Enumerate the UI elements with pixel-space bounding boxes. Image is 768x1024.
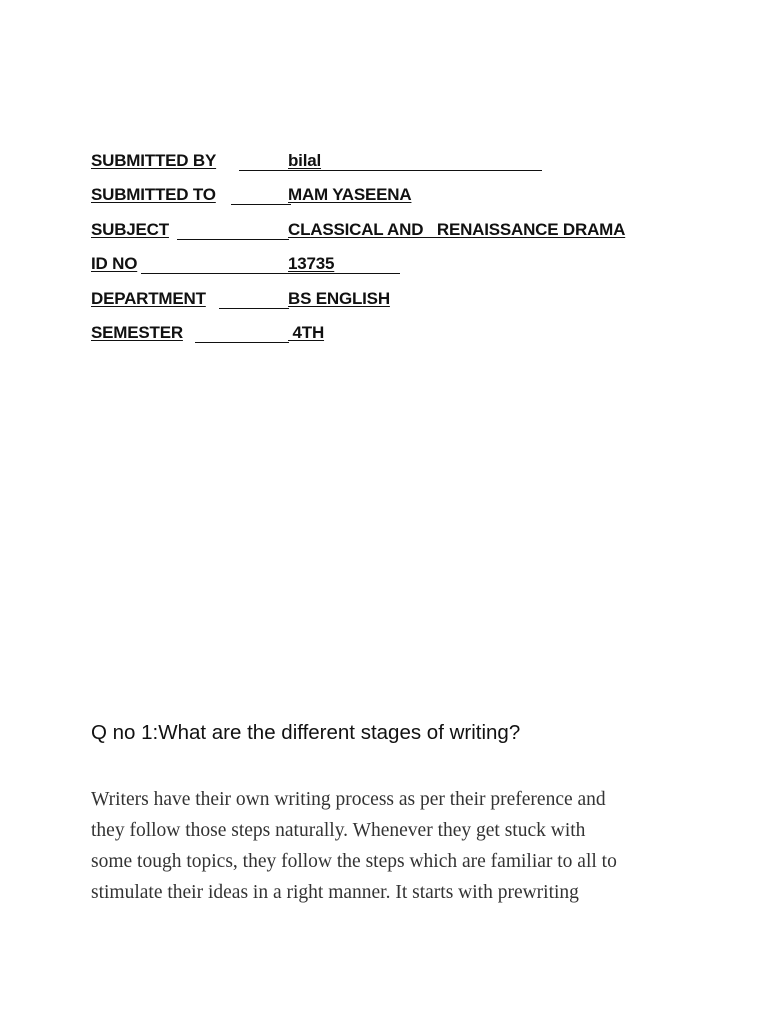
department-row bbox=[91, 288, 691, 322]
answer-line: they follow those steps naturally. Whenever they get stuck with bbox=[91, 820, 586, 841]
submitted-by-label: SUBMITTED BY bbox=[91, 151, 217, 170]
department-value: BS ENGLISH bbox=[288, 288, 390, 308]
submitted-by-value: bilal bbox=[288, 151, 322, 170]
subject-label: SUBJECT bbox=[91, 219, 169, 239]
semester-underline bbox=[195, 342, 289, 343]
id-no-row bbox=[91, 253, 691, 287]
subject-underline bbox=[177, 239, 289, 240]
submitted-to-row bbox=[91, 184, 691, 218]
submitted-to-underline bbox=[231, 204, 291, 205]
semester-row bbox=[91, 322, 691, 356]
answer-line: some tough topics, they follow the steps which are familiar to all to bbox=[91, 851, 617, 872]
department-underline bbox=[219, 308, 289, 309]
submission-details bbox=[91, 150, 691, 356]
submitted-by-underline bbox=[239, 170, 542, 171]
answer-line: Writers have their own writing process as per their preference and bbox=[91, 789, 606, 810]
id-no-underline bbox=[141, 273, 400, 274]
submitted-to-label: SUBMITTED TO bbox=[91, 185, 216, 205]
answer-line: stimulate their ideas in a right manner. It starts with prewriting bbox=[91, 882, 579, 903]
semester-label: SEMESTER bbox=[91, 322, 183, 342]
question-heading: Q no 1:What are the different stages of writing? bbox=[91, 721, 521, 744]
submitted-to-value: MAM YASEENA bbox=[288, 185, 412, 205]
subject-row bbox=[91, 219, 691, 253]
submitted-by-row bbox=[91, 150, 691, 184]
department-label: DEPARTMENT bbox=[91, 288, 206, 308]
answer-paragraph bbox=[91, 784, 691, 908]
id-no-label: ID NO bbox=[91, 254, 138, 274]
semester-value: 4TH bbox=[288, 322, 325, 342]
subject-value: CLASSICAL AND RENAISSANCE DRAMA bbox=[288, 219, 626, 239]
id-no-value: 13735 bbox=[288, 254, 335, 274]
